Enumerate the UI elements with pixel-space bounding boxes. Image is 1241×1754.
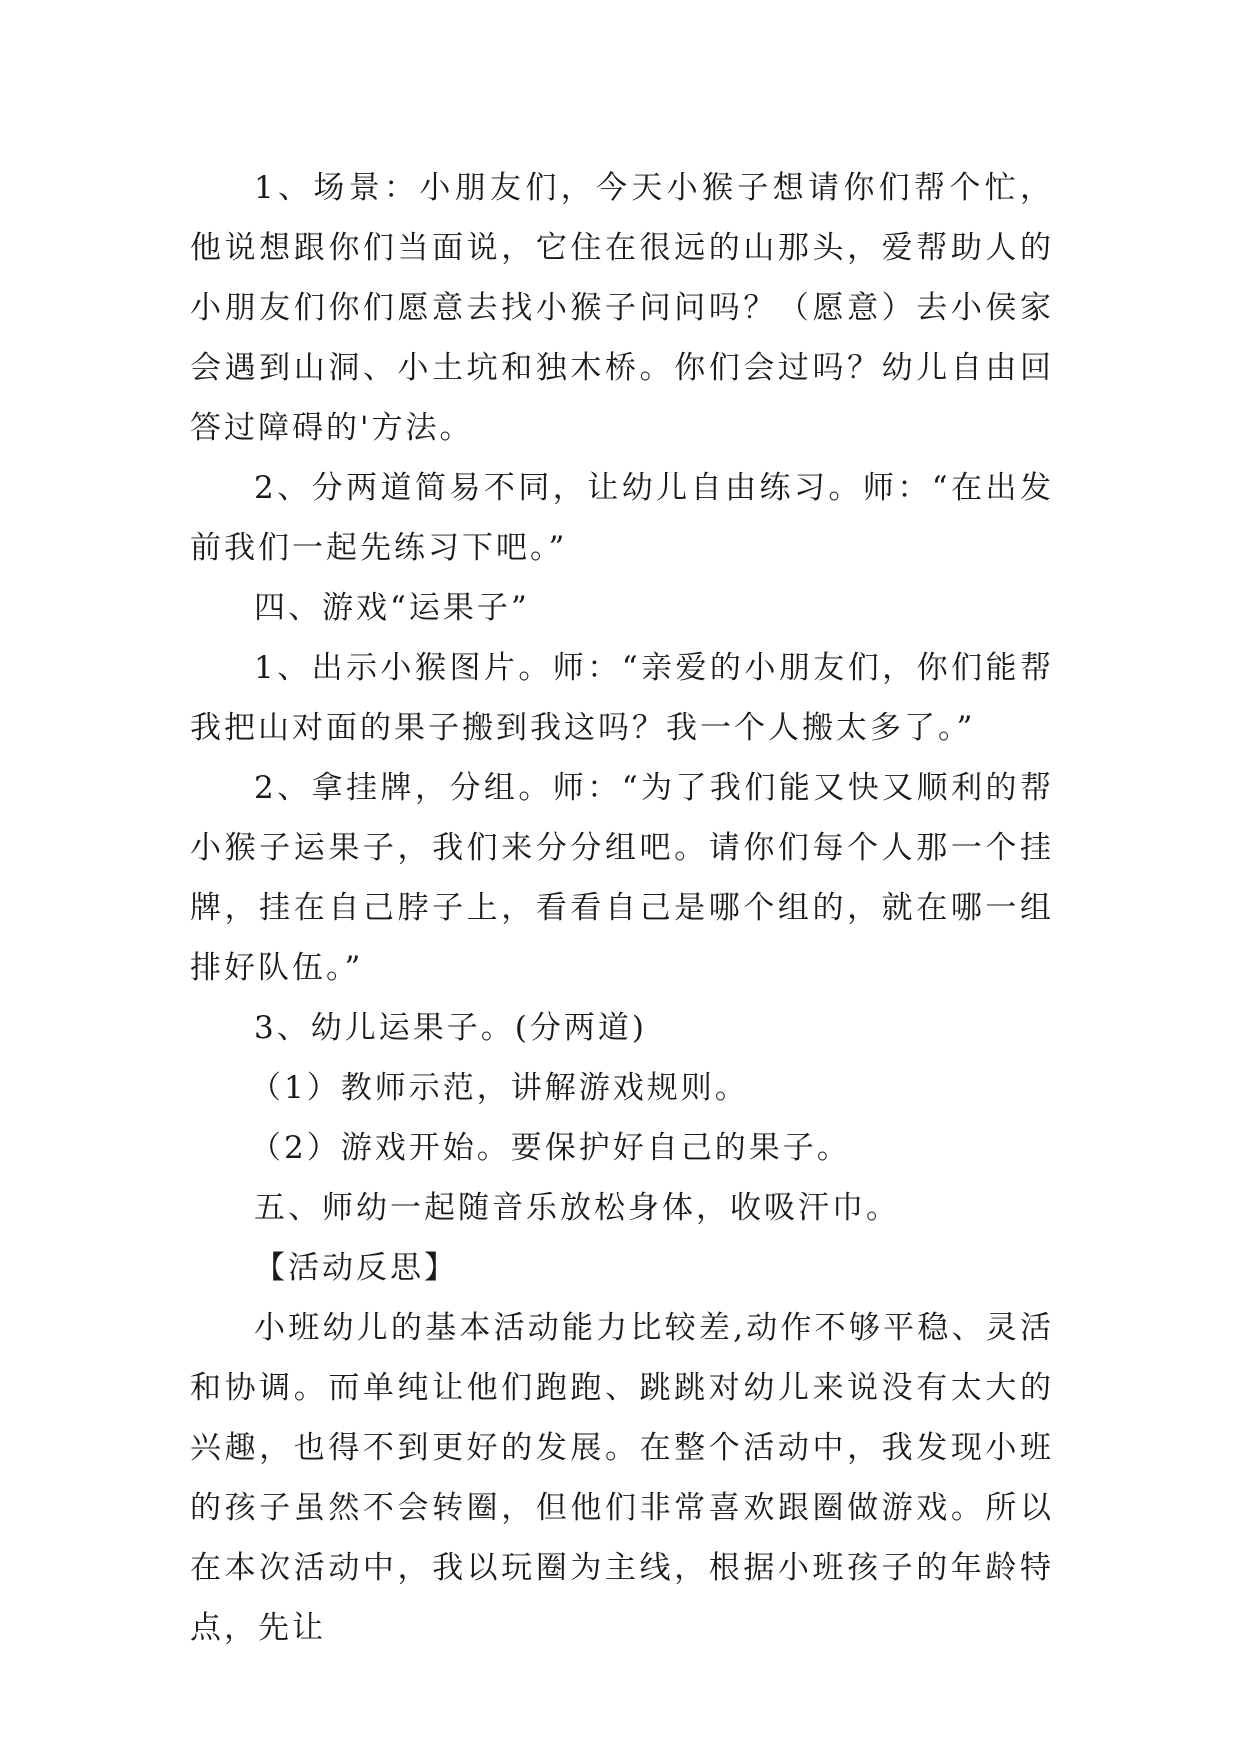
section-heading-reflection: 【活动反思】 <box>254 1250 458 1286</box>
paragraph-scene: 1、场景：小朋友们，今天小猴子想请你们帮个忙，他说想跟你们当面说，它住在很远的山那头，爱帮助人的小朋友们你们愿意去找小猴子问问吗？（愿意）去小侯家会遇到山洞、小土坑和独木桥。你们会过吗？幼儿自由回答过障碍的'方法。 <box>190 170 1054 446</box>
paragraph-show-picture: 1、出示小猴图片。师：“亲爱的小朋友们，你们能帮我把山对面的果子搬到我这吗？我一个人搬太多了。” <box>190 650 1054 746</box>
section-heading-relax: 五、师幼一起随音乐放松身体，收吸汗巾。 <box>254 1190 900 1226</box>
paragraph-carry-fruit: 3、幼儿运果子。(分两道) <box>254 1010 647 1046</box>
paragraph-game-start: （2）游戏开始。要保护好自己的果子。 <box>250 1130 851 1166</box>
paragraph-reflection: 小班幼儿的基本活动能力比较差,动作不够平稳、灵活和协调。而单纯让他们跑跑、跳跳对幼儿来说没有太大的兴趣，也得不到更好的发展。在整个活动中，我发现小班的孩子虽然不会转圈，但他们非常喜欢跟圈做游戏。所以在本次活动中，我以玩圈为主线，根据小班孩子的年龄特点，先让 <box>190 1310 1054 1646</box>
section-heading-game: 四、游戏“运果子” <box>254 590 530 626</box>
document-body <box>190 158 1054 1658</box>
paragraph-practice: 2、分两道简易不同，让幼儿自由练习。师：“在出发前我们一起先练习下吧。” <box>190 470 1054 566</box>
paragraph-grouping: 2、拿挂牌，分组。师：“为了我们能又快又顺利的帮小猴子运果子，我们来分分组吧。请你们每个人那一个挂牌，挂在自己脖子上，看看自己是哪个组的，就在哪一组排好队伍。” <box>190 770 1054 986</box>
paragraph-demo: （1）教师示范，讲解游戏规则。 <box>250 1070 749 1106</box>
